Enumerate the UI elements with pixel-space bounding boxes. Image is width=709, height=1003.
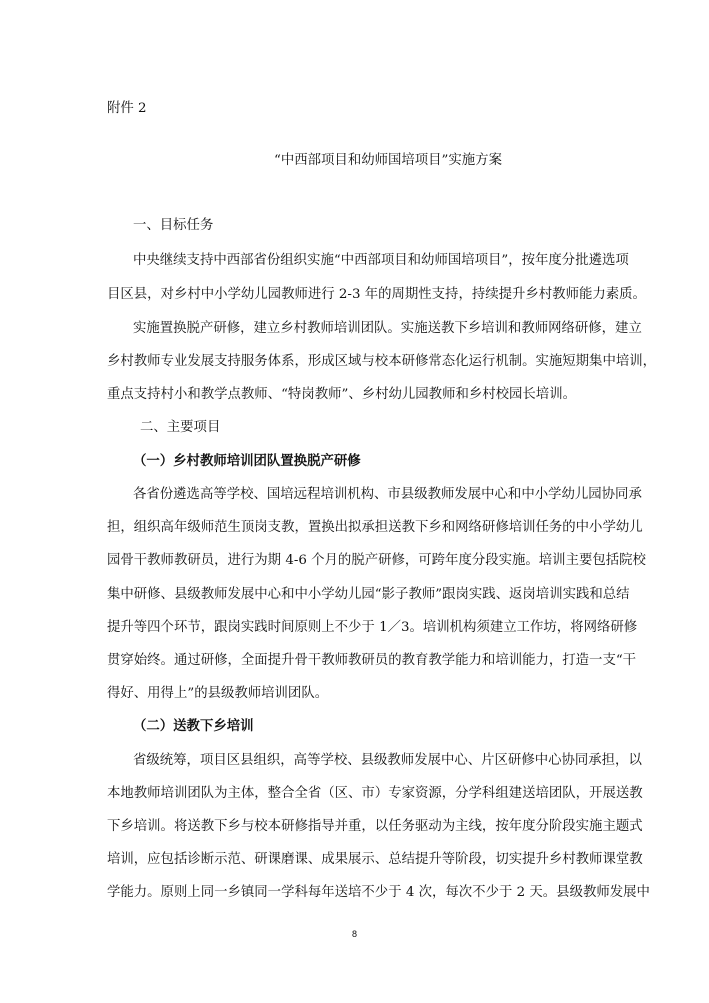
paragraph-line: 下乡培训。将送教下乡与校本研修指导并重，以任务驱动为主线，按年度分阶段实施主题式	[107, 819, 643, 834]
paragraph-line: 目区县，对乡村中小学幼儿园教师进行 2-3 年的周期性支持，持续提升乡村教师能力素质。	[107, 287, 646, 302]
section-heading-1: 一、目标任务	[133, 218, 214, 233]
paragraph-line: 培训，应包括诊断示范、研课磨课、成果展示、总结提升等阶段，切实提升乡村教师课堂教	[107, 852, 643, 867]
paragraph-line: 集中研修、县级教师发展中心和中小学幼儿园“影子教师”跟岗实践、返岗培训实践和总结	[107, 587, 630, 602]
paragraph-line: 乡村教师专业发展支持服务体系，形成区域与校本研修常态化运行机制。实施短期集中培训，	[107, 354, 657, 369]
paragraph-line: 得好、用得上”的县级教师培训团队。	[107, 686, 329, 701]
section-heading-2: 二、主要项目	[140, 420, 221, 435]
subsection-heading-1: （一）乡村教师培训团队置换脱产研修	[133, 453, 361, 469]
paragraph-line: 重点支持村小和教学点教师、“特岗教师”、乡村幼儿园教师和乡村校园长培训。	[107, 387, 576, 402]
paragraph-line: 贯穿始终。通过研修，全面提升骨干教师教研员的教育教学能力和培训能力，打造一支“干	[107, 653, 637, 668]
subsection-heading-2: （二）送教下乡培训	[133, 718, 254, 734]
paragraph-line: 提升等四个环节，跟岗实践时间原则上不少于 1／3。培训机构须建立工作坊，将网络研修	[107, 620, 638, 635]
paragraph-line: 园骨干教师教研员，进行为期 4-6 个月的脱产研修，可跨年度分段实施。培训主要包括院校	[107, 553, 646, 568]
paragraph-line: 担，组织高年级师范生顶岗支教，置换出拟承担送教下乡和网络研修培训任务的中小学幼儿	[107, 520, 643, 535]
paragraph-line: 省级统筹，项目区县组织，高等学校、县级教师发展中心、片区研修中心协同承担，以	[133, 753, 642, 768]
attachment-label: 附件 2	[107, 101, 147, 116]
paragraph-line: 实施置换脱产研修，建立乡村教师培训团队。实施送教下乡培训和教师网络研修，建立	[133, 321, 642, 336]
page-number: 8	[351, 929, 357, 939]
paragraph-line: 各省份遴选高等学校、国培远程培训机构、市县级教师发展中心和中小学幼儿园协同承	[133, 487, 642, 502]
paragraph-line: 学能力。原则上同一乡镇同一学科每年送培不少于 4 次，每次不少于 2 天。县级教师发展中	[107, 885, 650, 900]
paragraph-line: 本地教师培训团队为主体，整合全省（区、市）专家资源，分学科组建送培团队，开展送教	[107, 786, 643, 801]
paragraph-line: 中央继续支持中西部省份组织实施“中西部项目和幼师国培项目”，按年度分批遴选项	[133, 253, 629, 268]
document-title: “中西部项目和幼师国培项目”实施方案	[274, 153, 502, 168]
